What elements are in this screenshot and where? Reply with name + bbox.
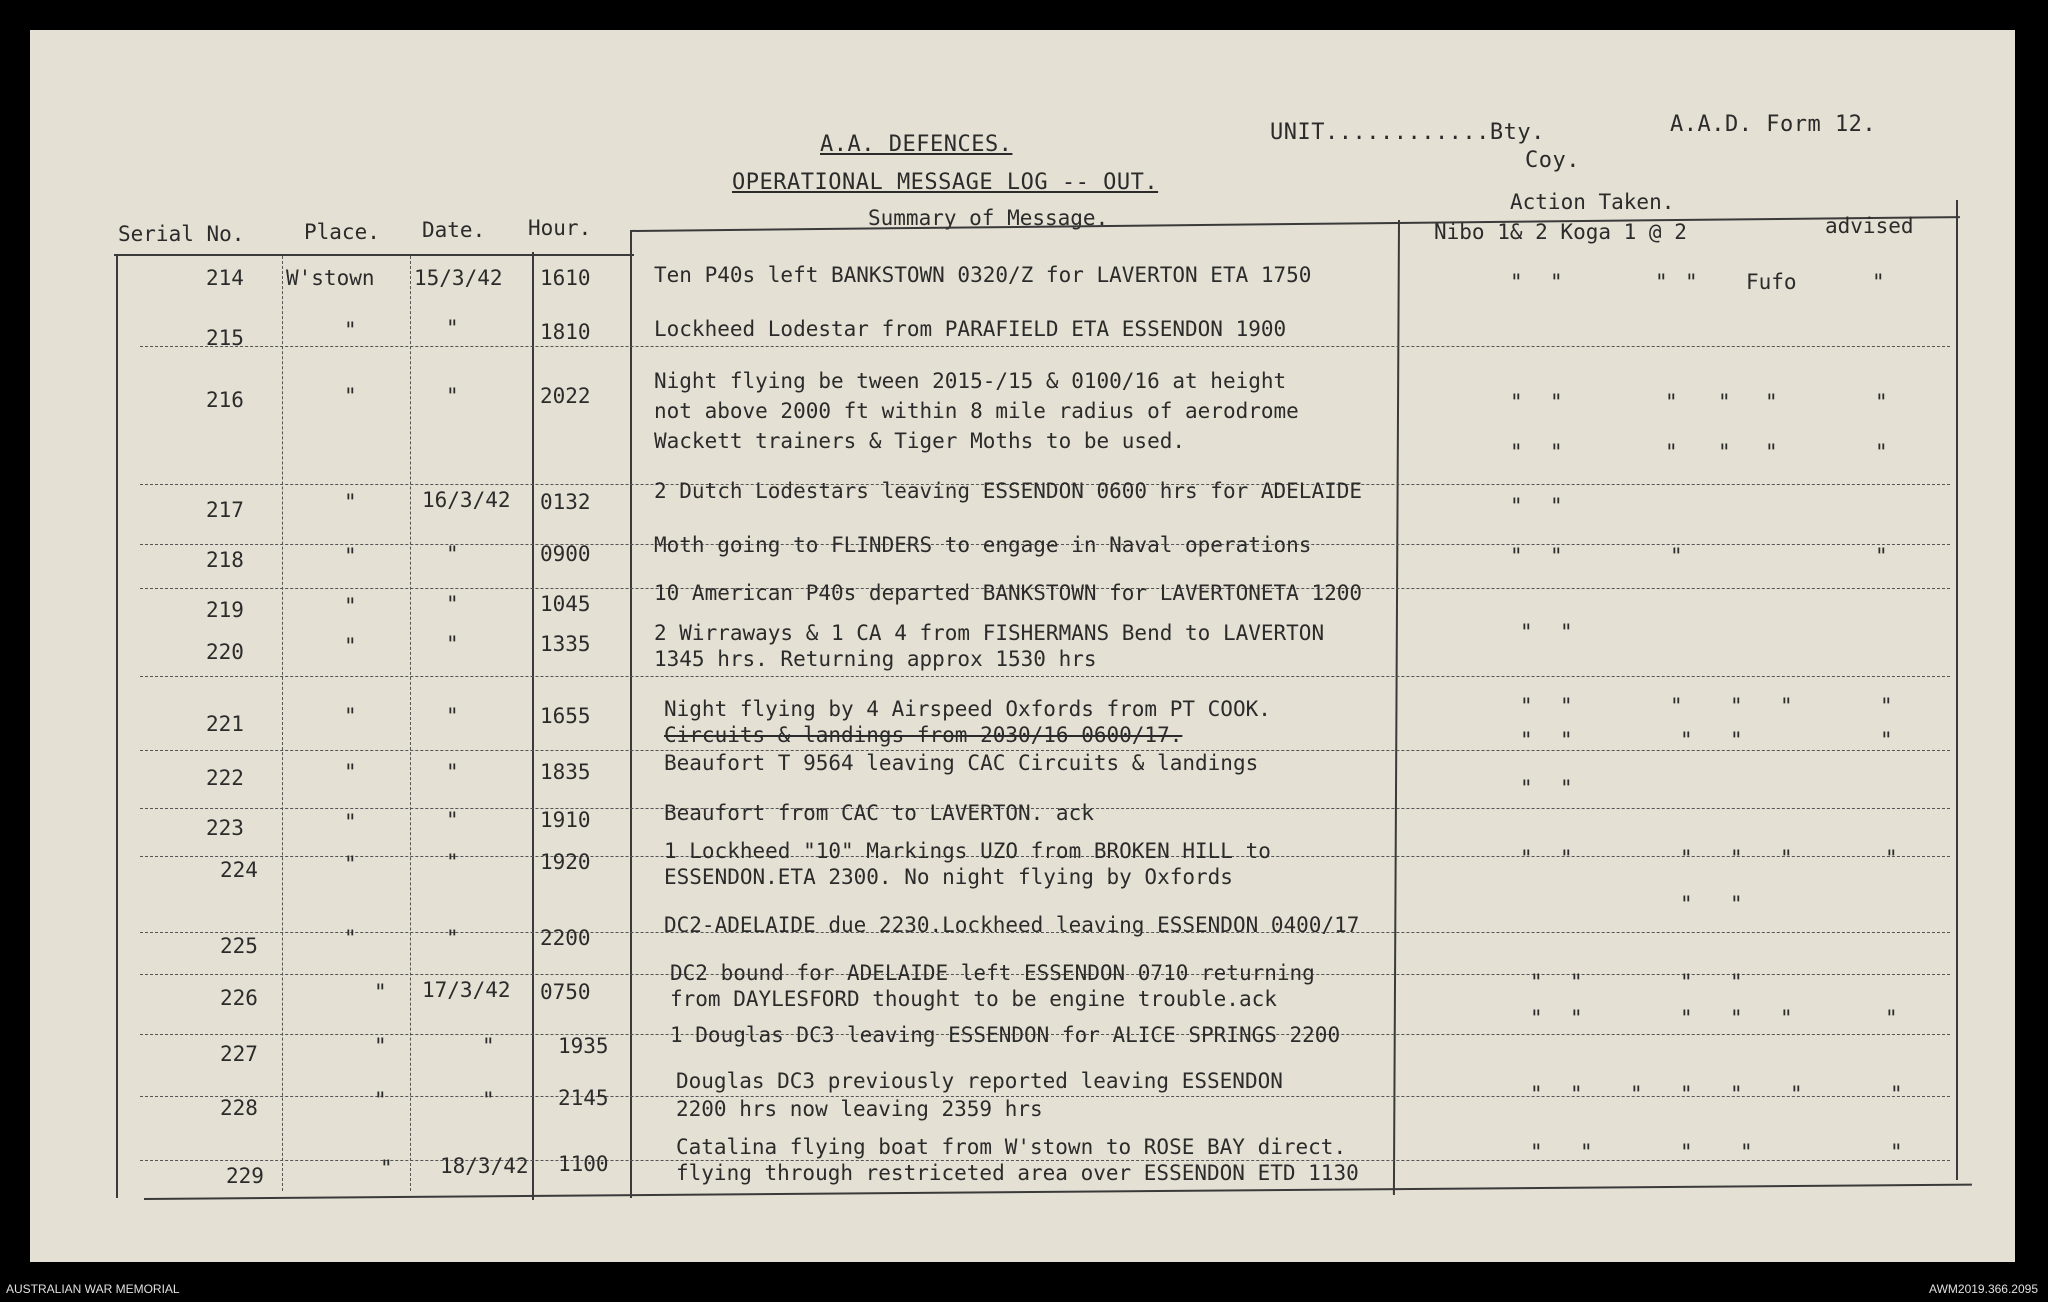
place-cell: " [344, 634, 357, 658]
ditto-mark: " [1730, 728, 1743, 752]
col-divider-date [410, 256, 411, 1191]
serial-cell: 227 [220, 1042, 258, 1066]
ditto-mark: " [1560, 846, 1573, 870]
hour-cell: 2200 [540, 926, 591, 950]
place-cell: " [344, 760, 357, 784]
message-line: Beaufort T 9564 leaving CAC Circuits & landings [664, 751, 1259, 775]
serial-cell: 229 [226, 1164, 264, 1188]
ditto-mark: " [1510, 270, 1523, 294]
ditto-mark: " [1570, 970, 1583, 994]
ditto-mark: " [1885, 1006, 1898, 1030]
col-header-date: Date. [422, 218, 486, 242]
ditto-mark: " [1550, 390, 1563, 414]
hour-cell: 0750 [540, 980, 591, 1004]
date-cell: " [446, 850, 459, 874]
action-fufo: Fufo [1746, 270, 1797, 294]
serial-cell: 223 [206, 816, 244, 840]
hour-cell: 2145 [558, 1086, 609, 1110]
serial-cell: 228 [220, 1096, 258, 1120]
hour-cell: 2022 [540, 384, 591, 408]
message-line: Wackett trainers & Tiger Moths to be used. [654, 429, 1186, 453]
place-cell: " [374, 1034, 387, 1058]
date-cell: " [446, 926, 459, 950]
action-advised: advised [1825, 214, 1914, 238]
col-header-place: Place. [304, 220, 380, 244]
message-line: Moth going to FLINDERS to engage in Naval operations [654, 533, 1312, 557]
date-cell: 16/3/42 [422, 488, 511, 512]
ditto-mark: " [1680, 892, 1693, 916]
table-top-border [114, 254, 634, 256]
ditto-mark: " [1730, 970, 1743, 994]
hour-cell: 1835 [540, 760, 591, 784]
date-cell: " [446, 592, 459, 616]
message-line: from DAYLESFORD thought to be engine trouble.ack [670, 987, 1277, 1011]
col-header-action: Action Taken. [1510, 190, 1675, 214]
date-cell: 18/3/42 [440, 1154, 529, 1178]
ditto-mark: " [1560, 620, 1573, 644]
ditto-mark: " [1730, 846, 1743, 870]
table-left-border [116, 254, 118, 1198]
date-cell: 17/3/42 [422, 978, 511, 1002]
document-subtitle: OPERATIONAL MESSAGE LOG -- OUT. [732, 170, 1159, 195]
message-line: not above 2000 ft within 8 mile radius of aerodrome [654, 399, 1299, 423]
ditto-mark: " [1520, 694, 1533, 718]
hour-cell: 1935 [558, 1034, 609, 1058]
ditto-mark: " [1560, 694, 1573, 718]
message-line: Lockheed Lodestar from PARAFIELD ETA ESSENDON 1900 [654, 317, 1287, 341]
date-cell: " [446, 384, 459, 408]
table-top-border-right [630, 216, 1960, 232]
footer-credit: AUSTRALIAN WAR MEMORIAL [6, 1282, 180, 1296]
ditto-mark: " [1680, 970, 1693, 994]
message-line: 2200 hrs now leaving 2359 hrs [676, 1097, 1043, 1121]
date-cell: " [446, 704, 459, 728]
ditto-mark: " [1520, 776, 1533, 800]
message-line: 1345 hrs. Returning approx 1530 hrs [654, 647, 1097, 671]
ditto-mark: " [1550, 440, 1563, 464]
ditto-mark: " [1570, 1006, 1583, 1030]
col-header-summary: Summary of Message. [868, 206, 1109, 230]
ditto-mark: " [1680, 846, 1693, 870]
ditto-mark: " [1510, 544, 1523, 568]
place-cell: " [380, 1156, 393, 1180]
ditto-mark: " [1880, 694, 1893, 718]
ditto-mark: " [1780, 846, 1793, 870]
message-line: flying through restriceted area over ESSENDON ETD 1130 [676, 1161, 1359, 1185]
ditto-mark: " [1790, 1082, 1803, 1106]
place-cell: " [344, 926, 357, 950]
ditto-mark: " [1560, 728, 1573, 752]
message-line: DC2 bound for ADELAIDE left ESSENDON 0710 returning [670, 961, 1315, 985]
message-line-struck: Circuits & landings from 2030/16-0600/17. [664, 723, 1183, 747]
ditto-mark: " [1872, 270, 1885, 294]
hour-cell: 1045 [540, 592, 591, 616]
place-cell: " [344, 490, 357, 514]
ditto-mark: " [1718, 390, 1731, 414]
ditto-mark: " [1875, 390, 1888, 414]
message-line: Night flying by 4 Airspeed Oxfords from PT COOK. [664, 697, 1271, 721]
serial-cell: 218 [206, 548, 244, 572]
ditto-mark: " [1510, 440, 1523, 464]
message-line: 1 Lockheed "10" Markings UZO from BROKEN HILL to [664, 839, 1271, 863]
place-cell: " [344, 594, 357, 618]
ditto-mark: " [1550, 494, 1563, 518]
serial-cell: 214 [206, 266, 244, 290]
serial-cell: 226 [220, 986, 258, 1010]
ditto-mark: " [1510, 390, 1523, 414]
date-cell: " [446, 316, 459, 340]
ditto-mark: " [1550, 270, 1563, 294]
place-cell: " [374, 1088, 387, 1112]
col-divider-summary [630, 230, 632, 1198]
serial-cell: 217 [206, 498, 244, 522]
row-separator [140, 346, 1950, 347]
message-line: ESSENDON.ETA 2300. No night flying by Oxfords [664, 865, 1233, 889]
hour-cell: 1100 [558, 1152, 609, 1176]
ditto-mark: " [1890, 1082, 1903, 1106]
ditto-mark: " [1730, 1006, 1743, 1030]
ditto-mark: " [1550, 544, 1563, 568]
ditto-mark: " [1780, 694, 1793, 718]
hour-cell: 0900 [540, 542, 591, 566]
hour-cell: 0132 [540, 490, 591, 514]
message-line: 1 Douglas DC3 leaving ESSENDON for ALICE SPRINGS 2200 [670, 1023, 1341, 1047]
ditto-mark: " [1730, 1082, 1743, 1106]
serial-cell: 224 [220, 858, 258, 882]
date-cell: " [446, 760, 459, 784]
ditto-mark: " [1580, 1140, 1593, 1164]
ditto-mark: " [1780, 1006, 1793, 1030]
place-cell: " [344, 318, 357, 342]
ditto-mark: " [1520, 620, 1533, 644]
serial-cell: 222 [206, 766, 244, 790]
action-first-line: Nibo 1& 2 Koga 1 @ 2 [1434, 220, 1687, 244]
col-divider-hour [532, 252, 534, 1200]
place-cell: " [344, 852, 357, 876]
place-cell: " [344, 810, 357, 834]
ditto-mark: " [1680, 728, 1693, 752]
ditto-mark: " [1875, 544, 1888, 568]
ditto-mark: " [1875, 440, 1888, 464]
col-divider-place [282, 256, 283, 1191]
unit-field: UNIT............Bty. [1270, 120, 1545, 145]
serial-cell: 220 [206, 640, 244, 664]
ditto-mark: " [1885, 846, 1898, 870]
place-cell: W'stown [286, 266, 375, 290]
hour-cell: 1910 [540, 808, 591, 832]
ditto-mark: " [1665, 390, 1678, 414]
ditto-mark: " [1670, 694, 1683, 718]
place-cell: " [374, 980, 387, 1004]
ditto-mark: " [1530, 1140, 1543, 1164]
ditto-mark: " [1530, 970, 1543, 994]
message-line: Beaufort from CAC to LAVERTON. ack [664, 801, 1094, 825]
document-page [30, 30, 2015, 1262]
ditto-mark: " [1520, 846, 1533, 870]
col-divider-action [1393, 220, 1400, 1195]
hour-cell: 1335 [540, 632, 591, 656]
message-line: Night flying be tween 2015-/15 & 0100/16 at height [654, 369, 1287, 393]
ditto-mark: " [1665, 440, 1678, 464]
date-cell: 15/3/42 [414, 266, 503, 290]
ditto-mark: " [1680, 1140, 1693, 1164]
date-cell: " [446, 632, 459, 656]
ditto-mark: " [1765, 440, 1778, 464]
serial-cell: 221 [206, 712, 244, 736]
place-cell: " [344, 384, 357, 408]
message-line: 10 American P40s departed BANKSTOWN for LAVERTONETA 1200 [654, 581, 1363, 605]
ditto-mark: " [1718, 440, 1731, 464]
row-separator [140, 676, 1950, 677]
serial-cell: 216 [206, 388, 244, 412]
col-header-hour: Hour. [528, 216, 592, 240]
message-line: Douglas DC3 previously reported leaving ESSENDON [676, 1069, 1283, 1093]
hour-cell: 1920 [540, 850, 591, 874]
serial-cell: 225 [220, 934, 258, 958]
ditto-mark: " [1510, 494, 1523, 518]
ditto-mark: " [1530, 1082, 1543, 1106]
ditto-mark: " [1685, 270, 1698, 294]
col-header-serial: Serial No. [118, 222, 245, 246]
ditto-mark: " [1630, 1082, 1643, 1106]
message-line: Catalina flying boat from W'stown to ROSE BAY direct. [676, 1135, 1347, 1159]
message-line: Ten P40s left BANKSTOWN 0320/Z for LAVERTON ETA 1750 [654, 263, 1312, 287]
ditto-mark: " [1740, 1140, 1753, 1164]
serial-cell: 219 [206, 598, 244, 622]
ditto-mark: " [1570, 1082, 1583, 1106]
ditto-mark: " [1670, 544, 1683, 568]
ditto-mark: " [1655, 270, 1668, 294]
coy-field: Coy. [1525, 148, 1580, 173]
date-cell: " [446, 542, 459, 566]
message-line: 2 Wirraways & 1 CA 4 from FISHERMANS Bend to LAVERTON [654, 621, 1325, 645]
place-cell: " [344, 704, 357, 728]
ditto-mark: " [1730, 694, 1743, 718]
ditto-mark: " [1560, 776, 1573, 800]
ditto-mark: " [1680, 1082, 1693, 1106]
hour-cell: 1655 [540, 704, 591, 728]
date-cell: " [482, 1088, 495, 1112]
ditto-mark: " [1765, 390, 1778, 414]
message-line: 2 Dutch Lodestars leaving ESSENDON 0600 hrs for ADELAIDE [654, 479, 1363, 503]
ditto-mark: " [1890, 1140, 1903, 1164]
ditto-mark: " [1730, 892, 1743, 916]
form-number: A.A.D. Form 12. [1670, 112, 1877, 137]
message-line: DC2-ADELAIDE due 2230.Lockheed leaving ESSENDON 0400/17 [664, 913, 1360, 937]
table-right-border [1956, 200, 1958, 1180]
ditto-mark: " [1680, 1006, 1693, 1030]
date-cell: " [446, 808, 459, 832]
footer-accession-number: AWM2019.366.2095 [1929, 1282, 2038, 1296]
hour-cell: 1810 [540, 320, 591, 344]
document-title: A.A. DEFENCES. [820, 132, 1013, 157]
serial-cell: 215 [206, 326, 244, 350]
hour-cell: 1610 [540, 266, 591, 290]
ditto-mark: " [1530, 1006, 1543, 1030]
ditto-mark: " [1520, 728, 1533, 752]
place-cell: " [344, 544, 357, 568]
date-cell: " [482, 1034, 495, 1058]
ditto-mark: " [1880, 728, 1893, 752]
